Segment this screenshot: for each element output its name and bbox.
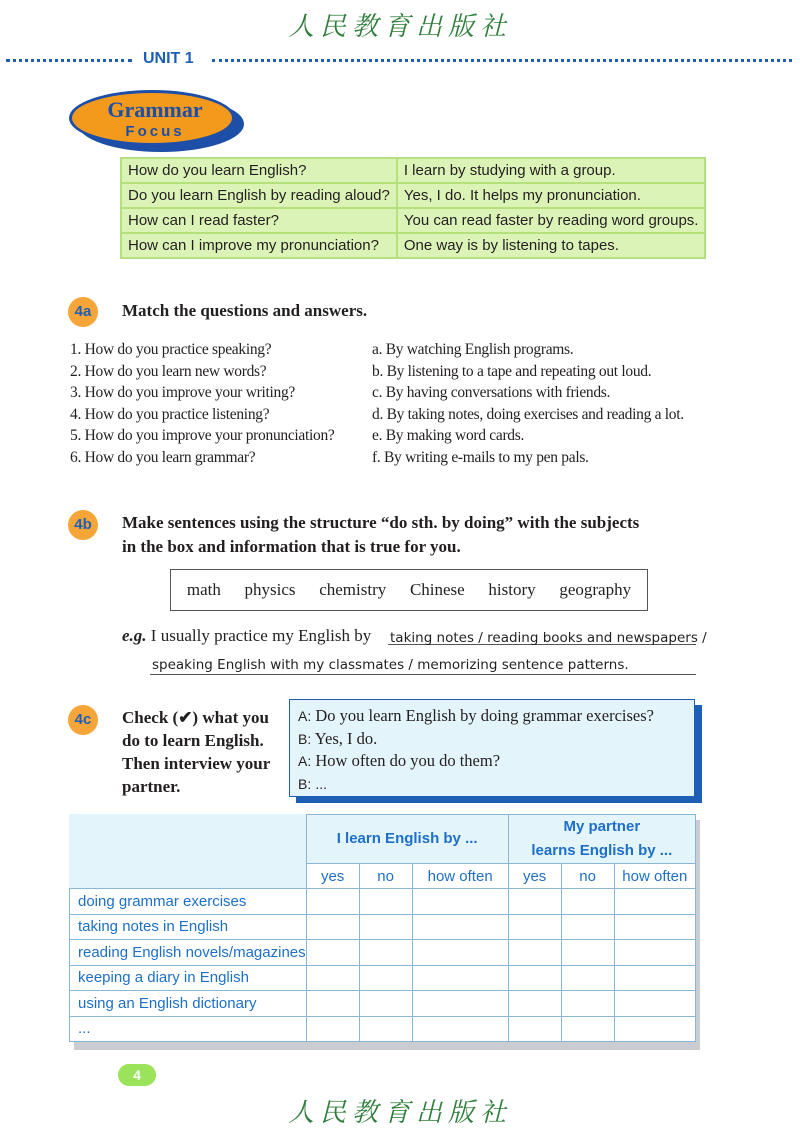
grammar-question: How do you learn English?: [121, 158, 397, 183]
publisher-logo: 人民教育出版社: [287, 12, 512, 42]
partner-yes-cell[interactable]: [508, 1016, 561, 1042]
yes-cell[interactable]: [306, 1016, 359, 1042]
group-header-partner: [508, 815, 695, 864]
partner-no-cell[interactable]: [561, 914, 614, 940]
how-often-cell[interactable]: [412, 914, 508, 940]
dialog-line: [298, 750, 694, 773]
no-cell[interactable]: [359, 914, 412, 940]
partner-yes-cell[interactable]: [508, 965, 561, 991]
table-row: [121, 233, 705, 258]
grammar-question: How can I read faster?: [121, 208, 397, 233]
no-cell[interactable]: [359, 965, 412, 991]
subject-word: history: [488, 580, 536, 599]
example-text: I usually practice my English by: [150, 626, 372, 645]
partner-how-often-cell[interactable]: [614, 965, 695, 991]
yes-cell[interactable]: [306, 889, 359, 915]
partner-no-cell[interactable]: [561, 889, 614, 915]
column-header: yes: [306, 864, 359, 889]
table-row: [121, 208, 705, 233]
unit-label: UNIT 1: [143, 50, 194, 67]
dialog-line: [298, 773, 694, 796]
dotted-rule-left: [6, 59, 132, 62]
answer-list: [372, 339, 684, 468]
table-row: [70, 991, 696, 1017]
table-row: [121, 183, 705, 208]
group-header-line: My partner: [563, 818, 641, 835]
table-header-row: [70, 815, 696, 864]
partner-how-often-cell[interactable]: [614, 914, 695, 940]
grammar-question: How can I improve my pronunciation?: [121, 233, 397, 258]
how-often-cell[interactable]: [412, 965, 508, 991]
partner-yes-cell[interactable]: [508, 914, 561, 940]
dotted-rule-right: [212, 59, 792, 62]
subject-word: Chinese: [409, 580, 465, 599]
table-row: [70, 940, 696, 966]
subject-word: physics: [244, 580, 296, 599]
speaker: B:: [298, 730, 312, 747]
instruction-line: partner.: [122, 777, 181, 796]
instruction-line: do to learn English.: [122, 731, 264, 750]
list-item: 4. How do you practice listening?: [70, 405, 270, 423]
grammar-answer: You can read faster by reading word groups.: [397, 208, 706, 233]
how-often-cell[interactable]: [412, 889, 508, 915]
page-number: 4: [118, 1064, 156, 1086]
unit-header: [0, 50, 800, 70]
partner-no-cell[interactable]: [561, 991, 614, 1017]
partner-how-often-cell[interactable]: [614, 1016, 695, 1042]
instruction-line: Make sentences using the structure “do sth. by doing” with the subjects: [122, 513, 640, 532]
instruction-4b: [122, 511, 639, 559]
instruction-line: Check (✔) what you: [122, 708, 269, 727]
list-item: b. By listening to a tape and repeating out loud.: [372, 362, 652, 380]
speaker: A:: [298, 708, 312, 724]
no-cell[interactable]: [359, 1016, 412, 1042]
partner-yes-cell[interactable]: [508, 940, 561, 966]
activity-label: doing grammar exercises: [70, 889, 307, 915]
partner-how-often-cell[interactable]: [614, 940, 695, 966]
dialog-text: ...: [315, 775, 328, 792]
column-header: no: [561, 864, 614, 889]
section-badge-4a: 4a: [68, 297, 98, 327]
header-blank-cell: [70, 815, 307, 889]
example-sentence: [122, 626, 371, 646]
no-cell[interactable]: [359, 889, 412, 915]
column-header: yes: [508, 864, 561, 889]
how-often-cell[interactable]: [412, 1016, 508, 1042]
partner-no-cell[interactable]: [561, 940, 614, 966]
partner-no-cell[interactable]: [561, 1016, 614, 1042]
dialog-text: Do you learn English by doing grammar exercises?: [315, 706, 654, 725]
example-label: e.g.: [122, 626, 147, 645]
list-item: 3. How do you improve your writing?: [70, 384, 295, 401]
list-item: 6. How do you learn grammar?: [70, 448, 256, 466]
how-often-cell[interactable]: [412, 991, 508, 1017]
partner-how-often-cell[interactable]: [614, 991, 695, 1017]
table-row: [121, 158, 705, 183]
grammar-answer: One way is by listening to tapes.: [397, 233, 706, 258]
activity-label: taking notes in English: [70, 914, 307, 940]
yes-cell[interactable]: [306, 991, 359, 1017]
grammar-answer: Yes, I do. It helps my pronunciation.: [397, 183, 706, 208]
list-item: d. By taking notes, doing exercises and reading a lot.: [372, 405, 684, 423]
column-header: how often: [614, 864, 695, 889]
dialog-box: [289, 699, 695, 797]
list-item: f. By writing e-mails to my pen pals.: [372, 448, 589, 466]
dialog-text: Yes, I do.: [314, 728, 378, 748]
publisher-logo-footer: 人民教育出版社: [287, 1098, 512, 1128]
no-cell[interactable]: [359, 940, 412, 966]
grammar-focus-title: Grammar: [107, 97, 203, 122]
activity-label: keeping a diary in English: [70, 965, 307, 991]
activity-label: using an English dictionary: [70, 991, 307, 1017]
example-answer-line: speaking English with my classmates / memorizing sentence patterns.: [152, 657, 629, 673]
group-header-self: I learn English by ...: [306, 815, 508, 864]
partner-yes-cell[interactable]: [508, 889, 561, 915]
partner-yes-cell[interactable]: [508, 991, 561, 1017]
table-row: [70, 1016, 696, 1042]
yes-cell[interactable]: [306, 965, 359, 991]
list-item: e. By making word cards.: [372, 427, 525, 444]
instruction-line: in the box and information that is true for you.: [122, 537, 461, 556]
survey-table: [69, 814, 696, 1042]
yes-cell[interactable]: [306, 914, 359, 940]
subject-word: geography: [559, 580, 632, 599]
instruction-4a: Match the questions and answers.: [122, 301, 368, 320]
section-badge-4c: 4c: [68, 705, 98, 735]
table-row: [70, 914, 696, 940]
subject-word: chemistry: [319, 580, 387, 599]
section-badge-4b: 4b: [68, 510, 98, 540]
list-item: 1. How do you practice speaking?: [70, 341, 272, 358]
dialog-line: [298, 728, 694, 751]
grammar-question: Do you learn English by reading aloud?: [121, 183, 397, 208]
no-cell[interactable]: [359, 991, 412, 1017]
grammar-focus-subtitle: Focus: [125, 123, 185, 140]
column-header: how often: [412, 864, 508, 889]
column-header: no: [359, 864, 412, 889]
instruction-4c: [122, 706, 270, 798]
yes-cell[interactable]: [306, 940, 359, 966]
question-list: [70, 339, 335, 468]
grammar-answer: I learn by studying with a group.: [397, 158, 706, 183]
speaker: A:: [298, 753, 312, 769]
partner-how-often-cell[interactable]: [614, 889, 695, 915]
grammar-focus-badge: [69, 90, 235, 146]
table-row: [70, 965, 696, 991]
dialog-text: How often do you do them?: [315, 751, 501, 770]
subject-box: [170, 569, 648, 611]
instruction-line: Then interview your: [122, 754, 271, 773]
partner-no-cell[interactable]: [561, 965, 614, 991]
subject-word: math: [186, 580, 221, 599]
grammar-focus-table: [120, 157, 706, 259]
list-item: c. By having conversations with friends.: [372, 384, 611, 401]
table-row: [70, 889, 696, 915]
list-item: a. By watching English programs.: [372, 341, 574, 358]
group-header-line: learns English by ...: [531, 842, 673, 859]
dialog-line: [298, 705, 694, 728]
answer-underline: [150, 674, 696, 675]
how-often-cell[interactable]: [412, 940, 508, 966]
list-item: 2. How do you learn new words?: [70, 362, 267, 380]
speaker: B:: [298, 775, 312, 792]
activity-label: reading English novels/magazines: [70, 940, 307, 966]
list-item: 5. How do you improve your pronunciation?: [70, 427, 335, 444]
example-answer-line: taking notes / reading books and newspapers /: [390, 630, 707, 646]
activity-label: ...: [70, 1016, 307, 1042]
